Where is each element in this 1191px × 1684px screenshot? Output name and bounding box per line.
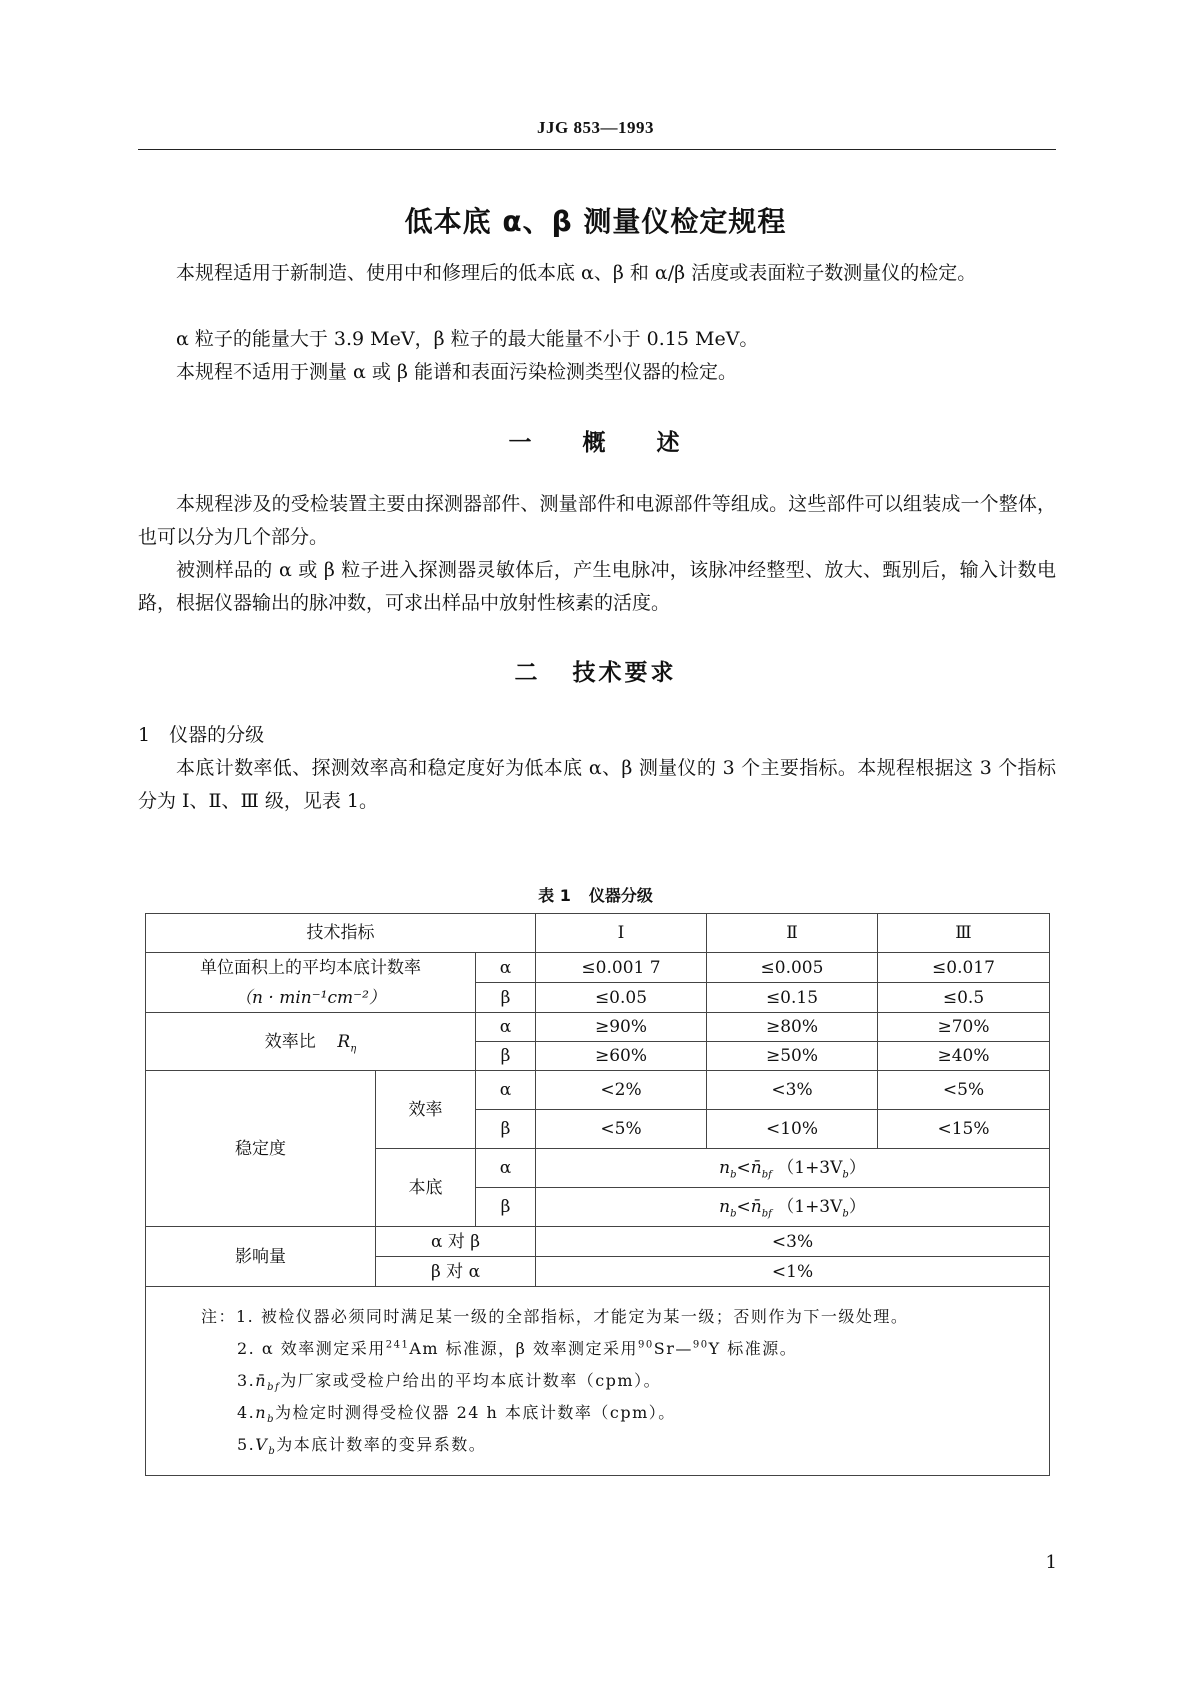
intro-paragraph-3: 本规程不适用于测量 α 或 β 能谱和表面污染检测类型仪器的检定。 [176,361,737,383]
efficiency-ratio-symbol: R [337,1031,351,1052]
table-header-row [146,914,1050,953]
section-1-heading [0,424,1191,457]
document-code-header: JJG 853—1993 [537,118,654,137]
note-2: 2. α 效率测定采用$^{241}$Am 标准源，β 效率测定采用$^{90}$Sr—$^{90}$Y 标准源。 [237,1339,798,1358]
intro-paragraph-2: α 粒子的能量大于 3.9 MeV，β 粒子的最大能量不小于 0.15 MeV。 [176,328,759,350]
clause-1-title: 1 仪器的分级 [138,724,265,746]
table-1-caption [0,883,1191,906]
stability-label: 稳定度 [146,1071,376,1227]
table-cell: <2% [536,1071,707,1110]
particle-beta: β [476,1110,536,1149]
section-2-title: 技术要求 [572,660,677,686]
page-number: 1 [1045,1552,1057,1573]
table-cell: ≥60% [536,1042,707,1071]
table-cell: ≤0.15 [707,983,878,1013]
stability-background-label: 本底 [376,1149,476,1227]
table-1-title: 仪器分级 [588,886,653,905]
influence-beta-on-alpha-label: β 对 α [376,1257,536,1287]
table-cell: ≤0.5 [878,983,1050,1013]
note-5: $5.V_b$为本底计数率的变异系数。 [237,1435,487,1458]
section-1-number: 一 [508,430,535,456]
table-cell: <3% [707,1071,878,1110]
particle-alpha: α [476,1071,536,1110]
table-cell: ≥40% [878,1042,1050,1071]
note-1: 注：1. 被检仪器必须同时满足某一级的全部指标，才能定为某一级；否则作为下一级处理。 [201,1307,909,1326]
header-grade-1: Ⅰ [536,914,707,953]
particle-alpha: α [476,953,536,983]
document-title: 低本底 α、β 测量仪检定规程 [404,205,787,238]
table-row [146,1071,1050,1110]
table-1-number: 表 1 [538,886,571,905]
efficiency-ratio-subscript: η [350,1042,357,1054]
bg-rate-label: 单位面积上的平均本底计数率 [200,957,421,978]
section-2-heading [0,654,1191,687]
table-cell: ≤0.05 [536,983,707,1013]
particle-beta: β [476,1188,536,1227]
background-stability-formula-beta: $n_b<n̄_{bf}$ $(1+3V_b)$ [536,1188,1050,1227]
table-cell: <10% [707,1110,878,1149]
section-1-paragraph-2: 被测样品的 α 或 β 粒子进入探测器灵敏体后，产生电脉冲，该脉冲经整型、放大、甄别后，输入计数电路，根据仪器输出的脉冲数，可求出样品中放射性核素的活度。 [138,559,1056,614]
table-cell: ≥70% [878,1013,1050,1042]
table-notes [146,1287,1050,1476]
table-row [146,1013,1050,1042]
section-1-paragraph-1: 本规程涉及的受检装置主要由探测器部件、测量部件和电源部件等组成。这些部件可以组装成一个整体，也可以分为几个部分。 [138,493,1056,548]
intro-paragraph-1: 本规程适用于新制造、使用中和修理后的低本底 α、β 和 α/β 活度或表面粒子数测量仪的检定。 [176,262,977,284]
table-cell: ≥50% [707,1042,878,1071]
particle-alpha: α [476,1149,536,1188]
header-grade-3: Ⅲ [878,914,1050,953]
table-row [146,953,1050,983]
instrument-grade-table [145,913,1050,1476]
clause-1-paragraph: 本底计数率低、探测效率高和稳定度好为低本底 α、β 测量仪的 3 个主要指标。本规程根据这 3 个指标分为 Ⅰ、Ⅱ、Ⅲ 级，见表 1。 [138,757,1056,812]
influence-alpha-on-beta-value: <3% [536,1227,1050,1257]
note-3: $3.n̄_{bf}$为厂家或受检户给出的平均本底计数率（cpm）。 [237,1371,662,1394]
header-rule [138,149,1056,150]
table-row [146,1227,1050,1257]
section-2-number: 二 [514,660,541,686]
table-cell: ≤0.001 7 [536,953,707,983]
header-indicator: 技术指标 [146,914,536,953]
table-cell: <15% [878,1110,1050,1149]
table-cell: ≥80% [707,1013,878,1042]
particle-alpha: α [476,1013,536,1042]
section-1-title-b: 述 [656,430,683,456]
influence-label: 影响量 [146,1227,376,1287]
table-notes-row [146,1287,1050,1476]
note-4: $4.n_b$为检定时测得受检仪器 24 h 本底计数率（cpm）。 [237,1403,676,1426]
efficiency-ratio-label-cell [146,1013,476,1071]
table-cell: <5% [878,1071,1050,1110]
table-cell: ≤0.017 [878,953,1050,983]
section-1-title-a: 概 [582,430,609,456]
table-cell: ≥90% [536,1013,707,1042]
influence-alpha-on-beta-label: α 对 β [376,1227,536,1257]
stability-efficiency-label: 效率 [376,1071,476,1149]
table-cell: <5% [536,1110,707,1149]
efficiency-ratio-label: 效率比 [264,1031,316,1052]
header-grade-2: Ⅱ [707,914,878,953]
bg-rate-label-cell [146,953,476,1013]
influence-beta-on-alpha-value: <1% [536,1257,1050,1287]
particle-beta: β [476,1042,536,1071]
table-cell: ≤0.005 [707,953,878,983]
background-stability-formula-alpha: $n_b<n̄_{bf}$ $(1+3V_b)$ [536,1149,1050,1188]
bg-rate-unit: （n · min⁻¹cm⁻²） [235,987,386,1008]
particle-beta: β [476,983,536,1013]
